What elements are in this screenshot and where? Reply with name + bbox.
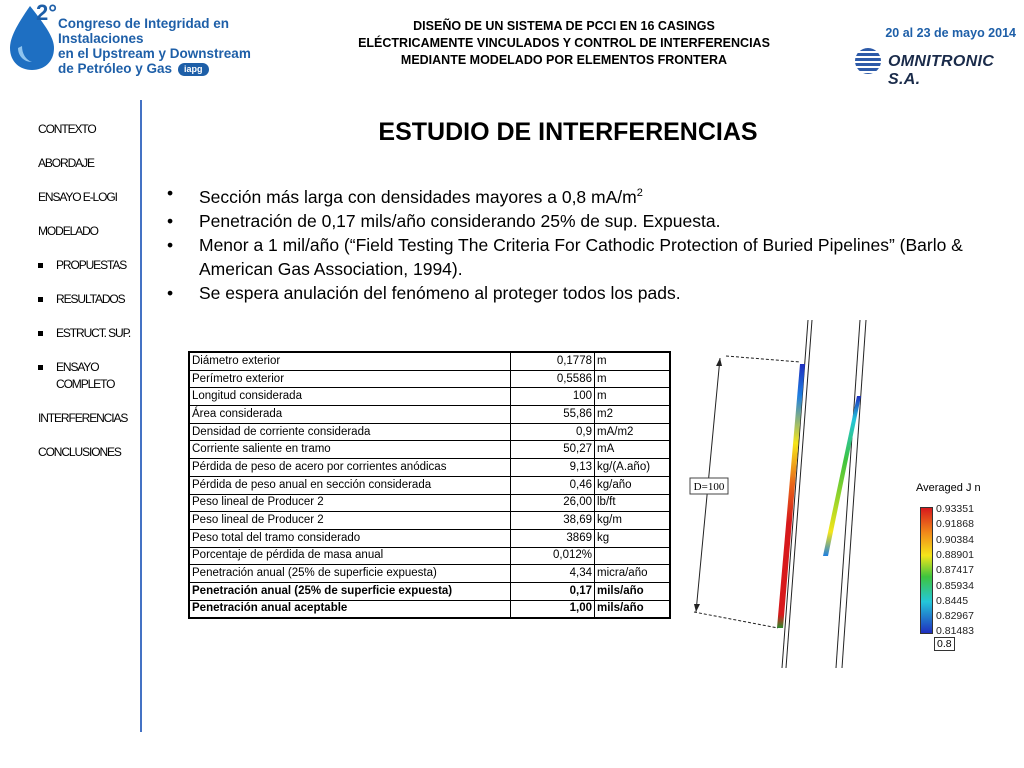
legend-value: 0.81483 — [936, 625, 974, 638]
sidebar-item-label: ESTRUCT. SUP. — [56, 326, 131, 340]
row-description: Corriente saliente en tramo — [189, 441, 511, 459]
slide-title: ESTUDIO DE INTERFERENCIAS — [378, 118, 758, 146]
bullet-dot: • — [167, 211, 174, 231]
row-unit: kg — [595, 529, 671, 547]
sidebar-item-label: ABORDAJE — [38, 156, 94, 170]
legend-value: 0.82967 — [936, 610, 974, 623]
row-unit: mils/año — [595, 582, 671, 600]
table-row — [189, 565, 670, 583]
row-description: Densidad de corriente considerada — [189, 423, 511, 441]
pipe-outline-right-2 — [842, 320, 866, 668]
square-bullet-icon — [38, 263, 43, 268]
row-unit — [595, 547, 671, 565]
bullet-item — [165, 181, 965, 209]
sidebar-item-label: CONCLUSIONES — [38, 445, 121, 459]
table-row — [189, 476, 670, 494]
row-unit: lb/ft — [595, 494, 671, 512]
row-unit: kg/(A.año) — [595, 459, 671, 477]
bullet-dot: • — [167, 283, 174, 303]
legend-value: 0.91868 — [936, 518, 974, 531]
bullet-text: Penetración de 0,17 mils/año considerando 25% de sup. Expuesta. — [199, 211, 721, 231]
row-value: 100 — [511, 388, 595, 406]
sidebar-divider — [140, 100, 142, 732]
legend-value: 0.87417 — [936, 564, 974, 577]
logo-line-2: en el Upstream y Downstream — [58, 46, 251, 61]
row-value: 0,9 — [511, 423, 595, 441]
event-date: 20 al 23 de mayo 2014 — [885, 26, 1016, 40]
bullet-text: Sección más larga con densidades mayores a 0,8 mA/m — [199, 187, 637, 207]
row-unit: kg/m — [595, 512, 671, 530]
table-row — [189, 494, 670, 512]
square-bullet-icon — [38, 297, 43, 302]
bullet-text: Se espera anulación del fenómeno al proteger todos los pads. — [199, 283, 681, 303]
row-description: Área considerada — [189, 406, 511, 424]
table-row — [189, 582, 670, 600]
legend-value: 0.90384 — [936, 533, 974, 546]
bullet-text: Menor a 1 mil/año (“Field Testing The Criteria For Cathodic Protection of Buried Pipelines” (Barlo & American Gas Association, 1994). — [199, 235, 963, 279]
row-unit: mA/m2 — [595, 423, 671, 441]
globe-stripes-icon — [852, 46, 886, 76]
legend-value: 0.93351 — [936, 503, 974, 515]
row-unit: kg/año — [595, 476, 671, 494]
title-line-3: MEDIANTE MODELADO POR ELEMENTOS FRONTERA — [400, 53, 728, 67]
legend-value: 0.85934 — [936, 579, 974, 592]
table-row — [189, 352, 670, 370]
dimension-line-bottom — [694, 612, 778, 628]
row-value: 50,27 — [511, 441, 595, 459]
row-description: Peso lineal de Producer 2 — [189, 512, 511, 530]
logo-number: 2° — [36, 0, 58, 25]
table-row — [189, 406, 670, 424]
pipe-segment-left — [777, 364, 805, 628]
logo-text — [58, 16, 316, 76]
row-unit: micra/año — [595, 565, 671, 583]
sidebar-item-label: INTERFERENCIAS — [38, 411, 128, 425]
sidebar-item-label: MODELADO — [38, 224, 98, 238]
logo-line-1: Congreso de Integridad en Instalaciones — [58, 16, 230, 46]
sidebar-item-label: CONTEXTO — [38, 122, 96, 136]
color-legend — [914, 482, 1014, 657]
dimension-line-top — [726, 356, 800, 362]
row-description: Longitud considerada — [189, 388, 511, 406]
table-row — [189, 423, 670, 441]
table-row — [189, 459, 670, 477]
row-description: Penetración anual (25% de superficie expuesta) — [189, 582, 511, 600]
congress-logo — [6, 0, 316, 76]
row-description: Penetración anual aceptable — [189, 600, 511, 618]
row-unit: m — [595, 388, 671, 406]
iapg-badge: iapg — [178, 63, 209, 76]
row-description: Peso total del tramo considerado — [189, 529, 511, 547]
company-name: OMNITRONIC S.A. — [888, 53, 995, 88]
row-unit: m2 — [595, 406, 671, 424]
row-value: 26,00 — [511, 494, 595, 512]
row-value: 0,012% — [511, 547, 595, 565]
row-value: 0,1778 — [511, 352, 595, 370]
row-description: Porcentaje de pérdida de masa anual — [189, 547, 511, 565]
arrow-head-bottom — [694, 604, 700, 612]
table-row — [189, 441, 670, 459]
legend-min-value: 0.8 — [934, 637, 955, 651]
row-description: Pérdida de peso anual en sección considerada — [189, 476, 511, 494]
row-value: 0,46 — [511, 476, 595, 494]
legend-color-bar — [920, 507, 933, 634]
square-bullet-icon — [38, 365, 43, 370]
row-unit: mA — [595, 441, 671, 459]
sidebar-item-label: ENSAYO COMPLETO — [56, 360, 115, 391]
row-value: 38,69 — [511, 512, 595, 530]
row-description: Diámetro exterior — [189, 352, 511, 370]
row-value: 0,17 — [511, 582, 595, 600]
sidebar-item-label: RESULTADOS — [56, 292, 125, 306]
table-row — [189, 529, 670, 547]
presentation-title — [318, 18, 810, 69]
bullet-item — [165, 233, 965, 281]
row-description: Peso lineal de Producer 2 — [189, 494, 511, 512]
pipe-simulation-image — [682, 316, 892, 676]
row-description: Pérdida de peso de acero por corrientes anódicas — [189, 459, 511, 477]
legend-value: 0.88901 — [936, 548, 974, 561]
calculation-table — [188, 351, 671, 619]
legend-title: Averaged J n — [916, 482, 981, 494]
arrow-head-top — [716, 358, 722, 366]
row-unit: mils/año — [595, 600, 671, 618]
row-value: 9,13 — [511, 459, 595, 477]
row-unit: m — [595, 370, 671, 388]
dimension-label: D=100 — [693, 481, 725, 493]
table-row — [189, 512, 670, 530]
table-row — [189, 370, 670, 388]
row-unit: m — [595, 352, 671, 370]
row-value: 55,86 — [511, 406, 595, 424]
bullet-dot: • — [167, 235, 174, 255]
bullet-superscript: 2 — [636, 187, 643, 199]
title-line-1: DISEÑO DE UN SISTEMA DE PCCI EN 16 CASINGS — [413, 19, 715, 33]
row-value: 4,34 — [511, 565, 595, 583]
table-row — [189, 600, 670, 618]
sidebar-item-label: PROPUESTAS — [56, 258, 127, 272]
square-bullet-icon — [38, 331, 43, 336]
title-line-2: ELÉCTRICAMENTE VINCULADOS Y CONTROL DE INTERFERENCIAS — [358, 36, 770, 50]
table-row — [189, 547, 670, 565]
row-description: Penetración anual (25% de superficie expuesta) — [189, 565, 511, 583]
row-description: Perímetro exterior — [189, 370, 511, 388]
bullet-list — [165, 181, 965, 305]
row-value: 1,00 — [511, 600, 595, 618]
logo-line-3 — [58, 61, 316, 76]
row-value: 0,5586 — [511, 370, 595, 388]
row-value: 3869 — [511, 529, 595, 547]
legend-value: 0.8445 — [936, 594, 969, 607]
omnitronic-logo — [852, 46, 1018, 88]
table-row — [189, 388, 670, 406]
bullet-dot: • — [167, 183, 174, 203]
sidebar-item-label: ENSAYO E-LOGI — [38, 190, 117, 204]
logo-line-3-text: de Petróleo y Gas — [58, 61, 173, 76]
bullet-item — [165, 209, 965, 233]
bullet-item — [165, 281, 965, 305]
